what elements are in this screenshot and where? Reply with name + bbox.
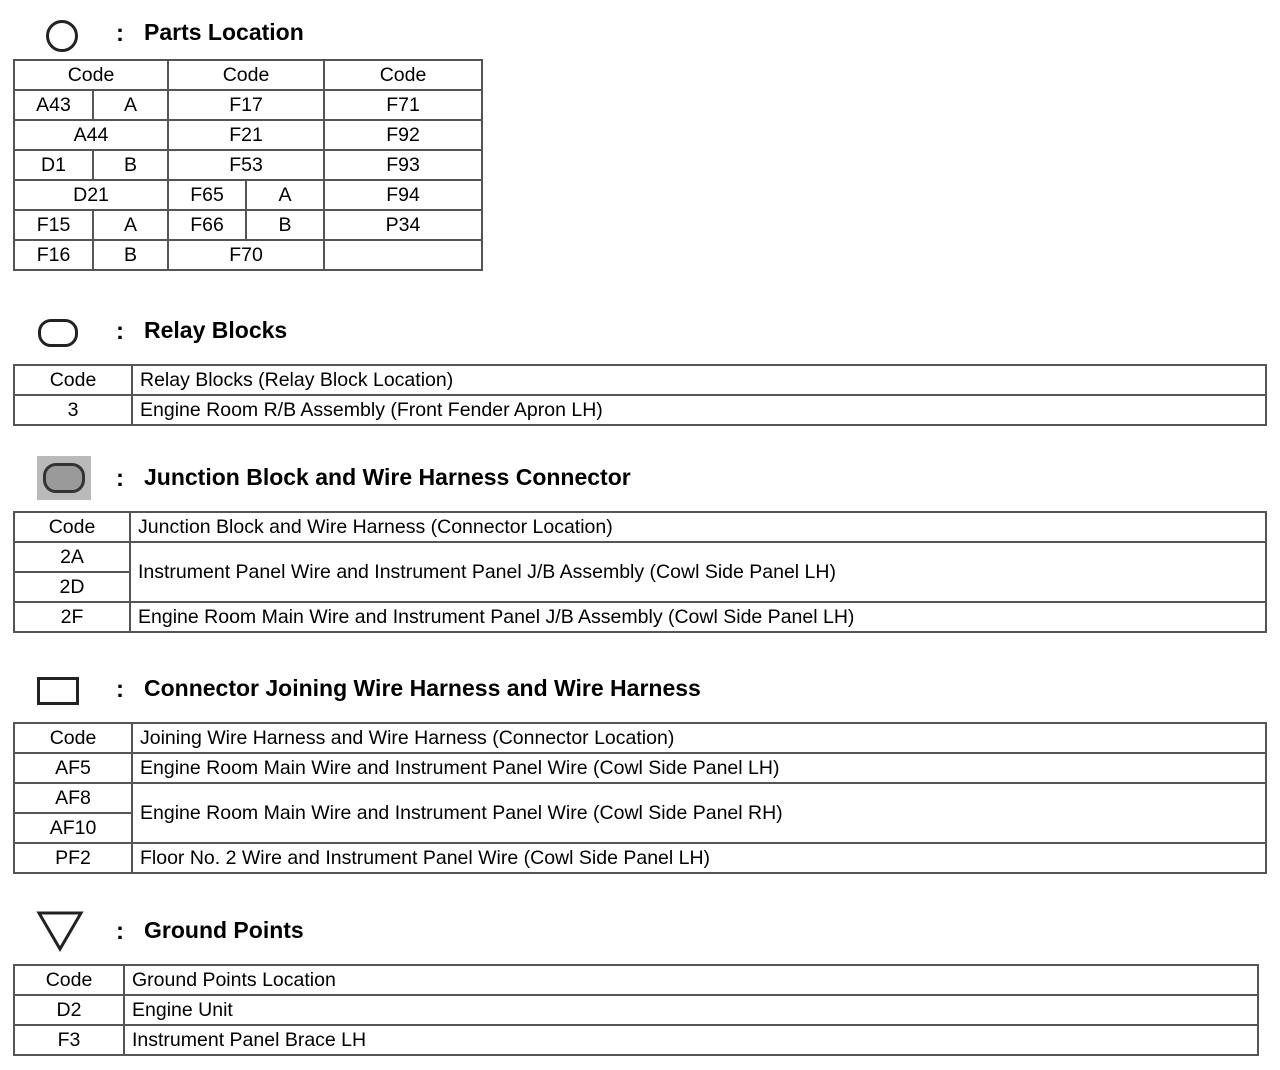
code-cell: F70 <box>168 240 324 270</box>
code-cell: F16 <box>14 240 93 270</box>
colon: : <box>116 318 124 345</box>
section-title-ground-points: Ground Points <box>144 917 304 943</box>
table-row <box>14 180 482 210</box>
desc-cell: Engine Room Main Wire and Instrument Panel Wire (Cowl Side Panel LH) <box>132 753 1266 783</box>
header-cell: Code <box>14 965 124 995</box>
desc-cell: Instrument Panel Wire and Instrument Panel J/B Assembly (Cowl Side Panel LH) <box>130 542 1266 602</box>
colon: : <box>116 676 124 703</box>
oval-shape <box>43 463 85 493</box>
table-row <box>14 120 482 150</box>
section-title-connector-joining: Connector Joining Wire Harness and Wire Harness <box>144 675 701 701</box>
sub-cell: B <box>93 150 168 180</box>
code-cell: F15 <box>14 210 93 240</box>
desc-cell: Floor No. 2 Wire and Instrument Panel Wire (Cowl Side Panel LH) <box>132 843 1266 873</box>
desc-cell: Engine Room Main Wire and Instrument Panel J/B Assembly (Cowl Side Panel LH) <box>130 602 1266 632</box>
table-row <box>14 150 482 180</box>
code-cell: 2D <box>14 572 130 602</box>
code-cell: PF2 <box>14 843 132 873</box>
code-cell: F71 <box>324 90 482 120</box>
colon: : <box>116 918 124 945</box>
table-row <box>14 60 482 90</box>
code-cell: F21 <box>168 120 324 150</box>
sub-cell: A <box>246 180 324 210</box>
code-cell: F92 <box>324 120 482 150</box>
connector-joining-table <box>13 722 1267 874</box>
sub-cell: A <box>93 210 168 240</box>
table-row <box>14 723 1266 753</box>
header-cell: Code <box>14 60 168 90</box>
table-row <box>14 1025 1258 1055</box>
header-cell: Code <box>168 60 324 90</box>
section-title-junction-block: Junction Block and Wire Harness Connector <box>144 464 631 490</box>
code-cell: D1 <box>14 150 93 180</box>
table-row <box>14 90 482 120</box>
code-cell <box>324 240 482 270</box>
header-cell: Joining Wire Harness and Wire Harness (Connector Location) <box>132 723 1266 753</box>
table-row <box>14 783 1266 813</box>
code-cell: AF8 <box>14 783 132 813</box>
parts-location-table <box>13 59 483 271</box>
code-cell: F94 <box>324 180 482 210</box>
code-cell: 2A <box>14 542 130 572</box>
colon: : <box>116 465 124 492</box>
table-row <box>14 602 1266 632</box>
header-cell: Junction Block and Wire Harness (Connector Location) <box>130 512 1266 542</box>
code-cell: A44 <box>14 120 168 150</box>
colon: : <box>116 20 124 47</box>
code-cell: F17 <box>168 90 324 120</box>
code-cell: 2F <box>14 602 130 632</box>
table-row <box>14 240 482 270</box>
desc-cell: Engine Room Main Wire and Instrument Panel Wire (Cowl Side Panel RH) <box>132 783 1266 843</box>
code-cell: F93 <box>324 150 482 180</box>
code-cell: AF5 <box>14 753 132 783</box>
table-row <box>14 995 1258 1025</box>
code-cell: F53 <box>168 150 324 180</box>
sub-cell: A <box>93 90 168 120</box>
desc-cell: Engine Unit <box>124 995 1258 1025</box>
code-cell: AF10 <box>14 813 132 843</box>
rounded-rect-icon <box>38 319 78 347</box>
table-row <box>14 512 1266 542</box>
code-cell: D21 <box>14 180 168 210</box>
header-cell: Code <box>14 365 132 395</box>
table-row <box>14 395 1266 425</box>
table-row <box>14 542 1266 572</box>
table-row <box>14 965 1258 995</box>
section-title-relay-blocks: Relay Blocks <box>144 317 288 343</box>
code-cell: F65 <box>168 180 246 210</box>
section-title-parts-location: Parts Location <box>144 19 304 45</box>
header-cell: Relay Blocks (Relay Block Location) <box>132 365 1266 395</box>
code-cell: F3 <box>14 1025 124 1055</box>
desc-cell: Engine Room R/B Assembly (Front Fender Apron LH) <box>132 395 1266 425</box>
header-cell: Ground Points Location <box>124 965 1258 995</box>
sub-cell: B <box>246 210 324 240</box>
desc-cell: Instrument Panel Brace LH <box>124 1025 1258 1055</box>
header-cell: Code <box>324 60 482 90</box>
code-cell: F66 <box>168 210 246 240</box>
code-cell: D2 <box>14 995 124 1025</box>
relay-blocks-table <box>13 364 1267 426</box>
code-cell: A43 <box>14 90 93 120</box>
header-cell: Code <box>14 723 132 753</box>
code-cell: 3 <box>14 395 132 425</box>
table-row <box>14 753 1266 783</box>
triangle-down-icon <box>36 910 84 952</box>
junction-block-table <box>13 511 1267 633</box>
table-row <box>14 843 1266 873</box>
table-row <box>14 365 1266 395</box>
code-cell: P34 <box>324 210 482 240</box>
rectangle-icon <box>37 677 79 705</box>
table-row <box>14 210 482 240</box>
circle-icon <box>46 20 78 52</box>
header-cell: Code <box>14 512 130 542</box>
shaded-oval-icon <box>37 456 91 500</box>
sub-cell: B <box>93 240 168 270</box>
ground-points-table <box>13 964 1259 1056</box>
